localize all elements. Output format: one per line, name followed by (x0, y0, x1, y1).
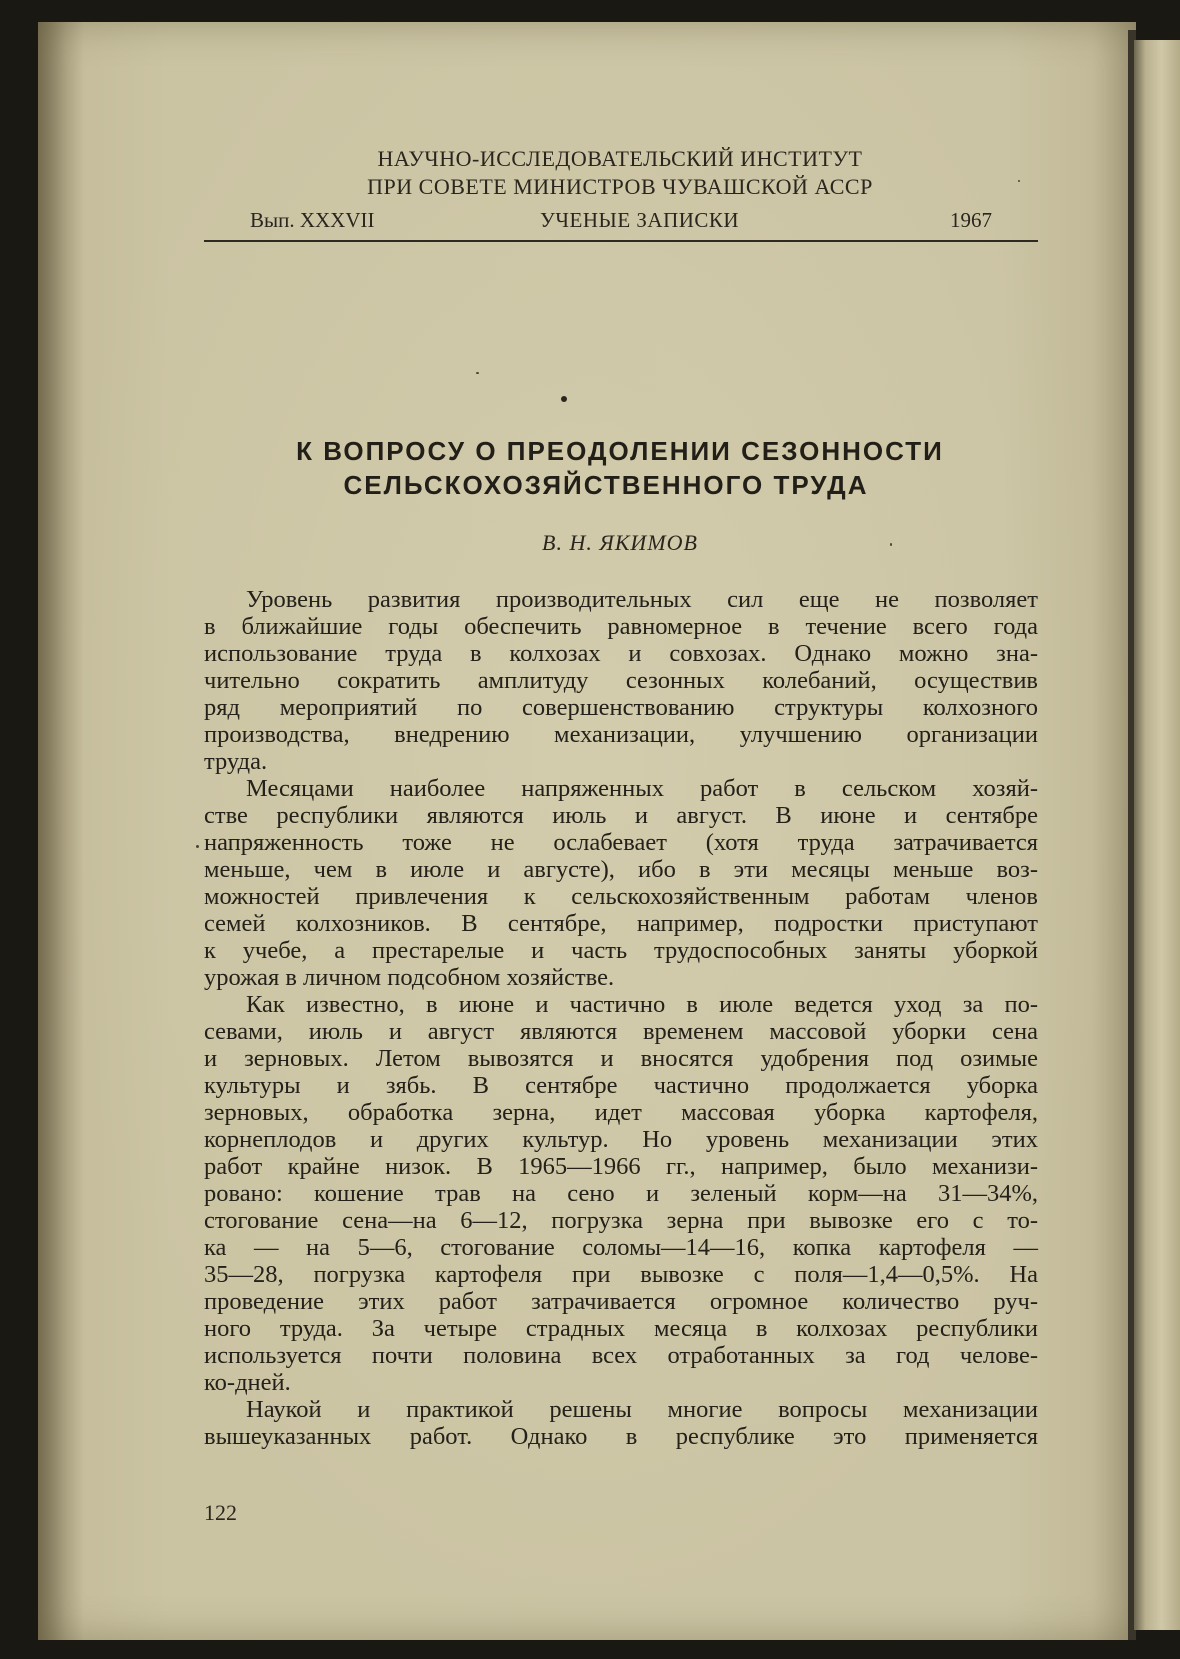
page-number: 122 (204, 1500, 237, 1525)
text-line: 35—28, погрузка картофеля при вывозке с поля—1,4—0,5%. На (204, 1261, 1038, 1288)
text-line: можностей привлечения к сельскохозяйственным работам членов (204, 883, 1038, 910)
issue-number: Вып. XXXVII (250, 208, 375, 232)
publication-year: 1967 (950, 208, 992, 232)
text-line: чительно сократить амплитуду сезонных колебаний, осуществив (204, 667, 1038, 694)
article-title-line-1: К ВОПРОСУ О ПРЕОДОЛЕНИИ СЕЗОННОСТИ (296, 436, 944, 466)
text-line: напряженность тоже не ослабевает (хотя труда затрачивается (204, 829, 1038, 856)
text-line: культуры и зябь. В сентябре частично продолжается уборка (204, 1072, 1038, 1099)
article-body (204, 586, 1038, 1450)
text-line: стве республики являются июль и август. В июне и сентябре (204, 802, 1038, 829)
series-title: УЧЕНЫЕ ЗАПИСКИ (540, 208, 740, 232)
institute-line-1: НАУЧНО-ИССЛЕДОВАТЕЛЬСКИЙ ИНСТИТУТ (377, 146, 863, 171)
text-line: вышеуказанных работ. Однако в республике это применяется (204, 1423, 1038, 1450)
text-line: Как известно, в июне и частично в июле ведется уход за по- (246, 991, 1038, 1018)
ornament-dot (561, 396, 567, 402)
article-author: В. Н. ЯКИМОВ (542, 530, 698, 555)
text-line: Уровень развития производительных сил еще не позволяет (246, 586, 1038, 613)
institute-line-2: ПРИ СОВЕТЕ МИНИСТРОВ ЧУВАШСКОЙ АССР (367, 174, 873, 199)
text-line: Наукой и практикой решены многие вопросы механизации (246, 1396, 1038, 1423)
text-line: работ крайне низок. В 1965—1966 гг., например, было механизи- (204, 1153, 1038, 1180)
text-line: и зерновых. Летом вывозятся и вносятся удобрения под озимые (204, 1045, 1038, 1072)
text-line: в ближайшие годы обеспечить равномерное в течение всего года (204, 613, 1038, 640)
text-line: севами, июль и август являются временем массовой уборки сена (204, 1018, 1038, 1045)
text-line: использование труда в колхозах и совхозах. Однако можно зна- (204, 640, 1038, 667)
text-line: производства, внедрению механизации, улучшению организации (204, 721, 1038, 748)
header-rule (204, 240, 1038, 242)
text-line: ка — на 5—6, стогование соломы—14—16, копка картофеля — (204, 1234, 1038, 1261)
paper-speck (196, 845, 199, 848)
article-title-line-2: СЕЛЬСКОХОЗЯЙСТВЕННОГО ТРУДА (343, 470, 869, 500)
text-line: ровано: кошение трав на сено и зеленый корм—на 31—34%, (204, 1180, 1038, 1207)
paper-speck (1018, 180, 1020, 182)
text-line: к учебе, а престарелые и часть трудоспособных заняты уборкой (204, 937, 1038, 964)
text-line: проведение этих работ затрачивается огромное количество руч- (204, 1288, 1038, 1315)
text-line: семей колхозников. В сентябре, например, подростки приступают (204, 910, 1038, 937)
text-line: урожая в личном подсобном хозяйстве. (204, 964, 615, 991)
text-line: ко-дней. (204, 1369, 291, 1396)
text-line: зерновых, обработка зерна, идет массовая уборка картофеля, (204, 1099, 1038, 1126)
text-line: ряд мероприятий по совершенствованию структуры колхозного (204, 694, 1038, 721)
text-line: Месяцами наиболее напряженных работ в сельском хозяй- (246, 775, 1038, 802)
text-line: труда. (204, 748, 268, 775)
text-line: используется почти половина всех отработанных за год челове- (204, 1342, 1038, 1369)
text-line: ного труда. За четыре страдных месяца в колхозах республики (204, 1315, 1038, 1342)
text-line: стогование сена—на 6—12, погрузка зерна при вывозке его с то- (204, 1207, 1038, 1234)
text-line: корнеплодов и других культур. Но уровень механизации этих (204, 1126, 1038, 1153)
paper-speck (890, 543, 892, 546)
text-line: меньше, чем в июле и августе), ибо в эти месяцы меньше воз- (204, 856, 1038, 883)
paper-speck (476, 372, 479, 374)
